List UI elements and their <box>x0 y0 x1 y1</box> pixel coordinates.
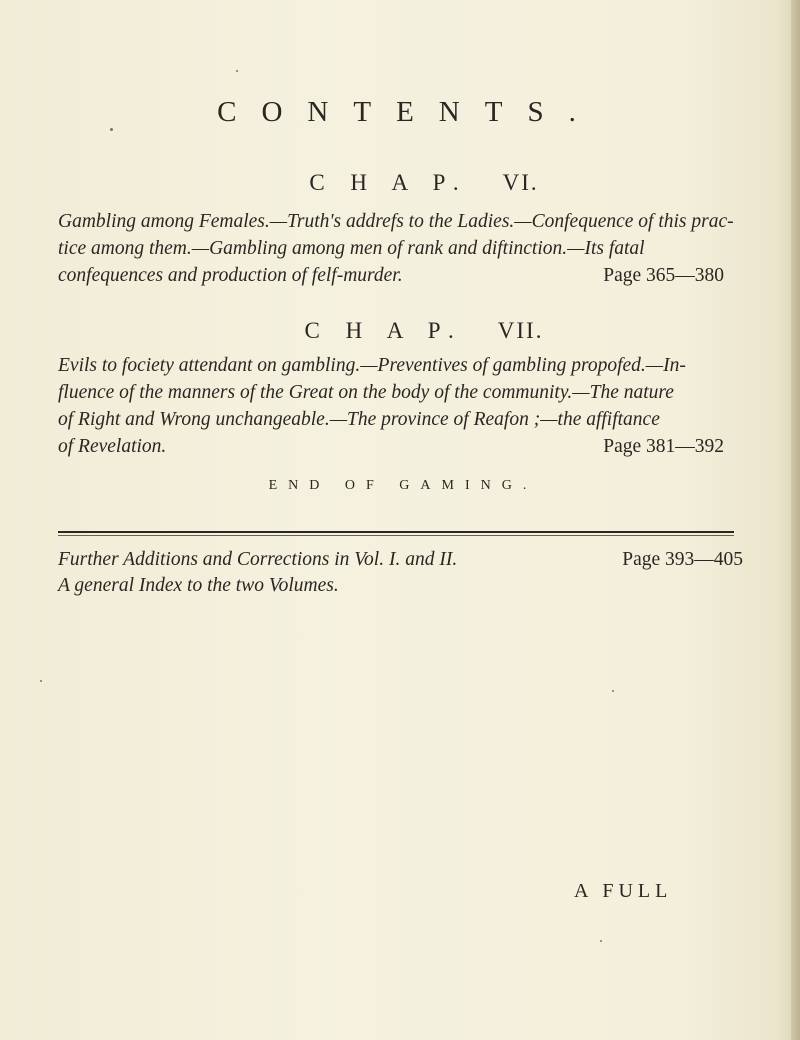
further-line: Further Additions and Corrections in Vol. I. and II. <box>58 549 458 570</box>
chapter-numeral: VII. <box>497 318 544 343</box>
chapter-heading-vii <box>0 318 800 344</box>
paper-speck <box>236 70 238 72</box>
page-title: CONTENTS. <box>217 96 601 128</box>
chapter-label: C H A P. <box>304 318 464 343</box>
divider-rule-thin <box>58 535 734 536</box>
catchword: A FULL <box>574 880 673 902</box>
chapter-summary-vi <box>58 208 758 289</box>
summary-line: Evils to fociety attendant on gambling.—Preventives of gambling propofed.—In- <box>58 355 686 376</box>
chapter-summary-vii <box>58 352 758 460</box>
chapter-numeral: VI. <box>502 170 539 195</box>
page-reference: Page 381—392 <box>603 436 724 457</box>
paper-speck <box>600 940 602 942</box>
chapter-label: C H A P. <box>309 170 469 195</box>
summary-line: fluence of the manners of the Great on the body of the community.—The nature <box>58 382 674 403</box>
end-of-gaming: END OF GAMING. <box>268 478 538 493</box>
summary-line: confequences and production of felf-murder. <box>58 265 403 286</box>
paper-speck <box>612 690 614 692</box>
summary-line: of Right and Wrong unchangeable.—The province of Reafon ;—the affiftance <box>58 409 660 430</box>
paper-speck <box>40 680 42 682</box>
chapter-heading-vi <box>0 170 800 196</box>
divider-rule <box>58 531 734 533</box>
summary-line: Gambling among Females.—Truth's addrefs to the Ladies.—Confequence of this prac- <box>58 211 734 232</box>
further-additions <box>58 547 748 599</box>
summary-line: of Revelation. <box>58 436 167 457</box>
page-edge <box>791 0 800 1040</box>
further-line: A general Index to the two Volumes. <box>58 575 339 596</box>
summary-line: tice among them.—Gambling among men of rank and diftinction.—Its fatal <box>58 238 645 259</box>
page-reference: Page 393—405 <box>622 549 743 570</box>
paper-speck <box>110 128 113 131</box>
page-reference: Page 365—380 <box>603 265 724 286</box>
